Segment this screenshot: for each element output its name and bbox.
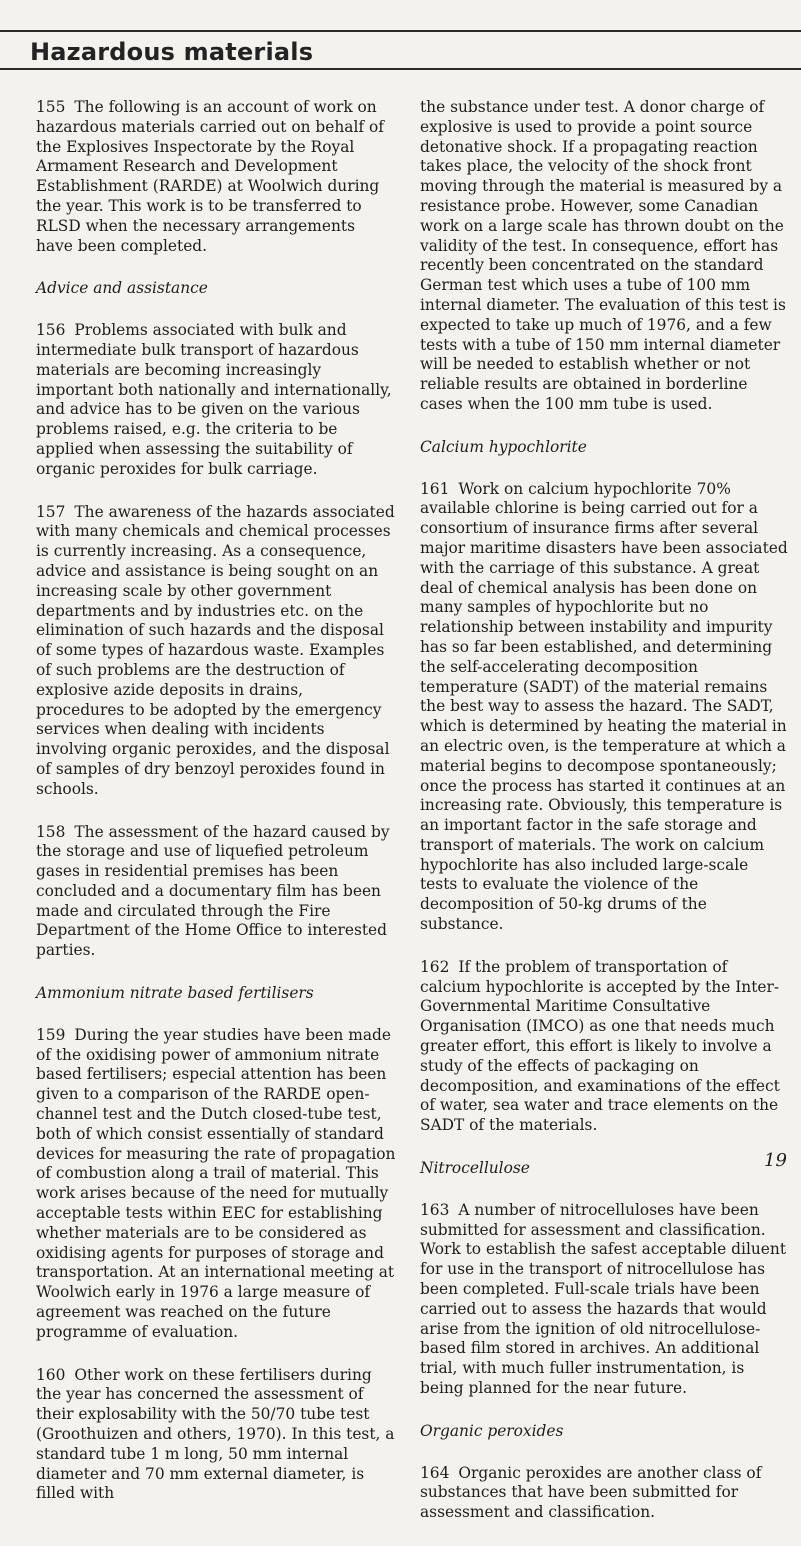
header-rule-top xyxy=(0,30,801,32)
paragraph-text: Other work on these fertilisers during the year has concerned the assessment of their explosability with the 50/70 tube test (Groothuizen and others, 1970). In this test, a standard tube 1 m long, 50 mm internal diameter and 70 mm external diameter, is filled with xyxy=(36,1365,395,1503)
subheading-advice: Advice and assistance xyxy=(36,279,208,298)
paragraph-number: 160 xyxy=(36,1365,66,1384)
paragraph-text: The assessment of the hazard caused by the storage and use of liquefied petroleum gases in residential premises has been concluded and a documentary film has been made and circulated through the Fire Department of the Home Office to interested parties. xyxy=(36,822,390,960)
paragraph-number: 159 xyxy=(36,1025,66,1044)
paragraph-number: 157 xyxy=(36,502,66,521)
paragraph-number: 156 xyxy=(36,321,66,340)
paragraph-text: Organic peroxides are another class of substances that have been submitted for assessment and classification. xyxy=(420,1463,762,1522)
paragraph-text: During the year studies have been made of the oxidising power of ammonium nitrate based fertilisers; especial attention has been given to a comparison of the RARDE open-channel test and the Dutch closed-tube test, both of which consist essentially of standard devices for measuring the rate of propagation of combustion along a trail of material. This work arises because of the need for mutually acceptable tests within EEC for establishing whether materials are to be considered as oxidising agents for purposes of storage and transportation. At an international meeting at Woolwich early in 1976 a large measure of agreement was reached on the future programme of evaluation. xyxy=(36,1025,396,1341)
paragraph-159 xyxy=(36,1026,396,1343)
paragraph-text: If the problem of transportation of calcium hypochlorite is accepted by the Inter-Governmental Maritime Consultative Organisation (IMCO) as one that needs much greater effort, this effort is likely to involve a study of the effects of packaging on decomposition, and examinations of the effect of water, sea water and trace elements on the SADT of the materials. xyxy=(420,957,780,1135)
paragraph-160 xyxy=(36,1366,396,1505)
paragraph-155 xyxy=(36,98,396,256)
paragraph-text: Problems associated with bulk and intermediate bulk transport of hazardous materials are becoming increasingly important both nationally and internationally, and advice has to be given on the various problems raised, e.g. the criteria to be applied when assessing the suitability of organic peroxides for bulk carriage. xyxy=(36,321,392,478)
paragraph-164 xyxy=(420,1464,790,1523)
paragraph-160-continued: the substance under test. A donor charge of explosive is used to provide a point source detonative shock. If a propagating reaction takes place, the velocity of the shock front moving through the material is measured by a resistance probe. However, some Canadian work on a large scale has thrown doubt on the validity of the test. In consequence, effort has recently been concentrated on the standard German test which uses a tube of 100 mm internal diameter. The evaluation of this test is expected to take up much of 1976, and a few tests with a tube of 150 mm internal diameter will be needed to establish whether or not reliable results are obtained in borderline cases when the 100 mm tube is used. xyxy=(420,98,786,413)
paragraph-text: A number of nitrocelluloses have been submitted for assessment and classification. Work to establish the safest acceptable diluent for use in the transport of nitrocellulose has been completed. Full-scale trials have been carried out to assess the hazards that would arise from the ignition of old nitrocellulose-based film stored in archives. An additional trial, with much fuller instrumentation, is being planned for the near future. xyxy=(420,1200,787,1398)
subheading-ammonium: Ammonium nitrate based fertilisers xyxy=(36,984,314,1003)
paragraph-158 xyxy=(36,823,396,962)
header-rule-bottom xyxy=(0,68,801,70)
paragraph-161 xyxy=(420,480,790,935)
paragraph-157 xyxy=(36,503,396,800)
paragraph-number: 161 xyxy=(420,479,450,498)
paragraph-text: Work on calcium hypochlorite 70% available chlorine is being carried out for a consortium of insurance firms after several major maritime disasters have been associated with the carriage of this substance. A great deal of chemical analysis has been done on many samples of hypochlorite but no relationship between instability and impurity has so far been established, and determining the self-accelerating decomposition temperature (SADT) of the material remains the best way to assess the hazard. The SADT, which is determined by heating the material in an electric oven, is the temperature at which a material begins to decompose spontaneously; once the process has started it continues at an increasing rate. Obviously, this temperature is an important factor in the safe storage and transport of materials. The work on calcium hypochlorite has also included large-scale tests to evaluate the violence of the decomposition of 50-kg drums of the substance. xyxy=(420,479,788,934)
subheading-calcium: Calcium hypochlorite xyxy=(420,437,587,456)
paragraph-number: 155 xyxy=(36,98,66,116)
paragraph-number: 163 xyxy=(420,1200,450,1219)
paragraph-163 xyxy=(420,1201,790,1399)
left-column xyxy=(36,98,396,1527)
subheading-organic: Organic peroxides xyxy=(420,1421,564,1440)
paragraph-156 xyxy=(36,321,396,479)
paragraph-number: 162 xyxy=(420,957,450,976)
paragraph-text: The awareness of the hazards associated with many chemicals and chemical processes is currently increasing. As a consequence, advice and assistance is being sought on an increasing scale by other government departments and by industries etc. on the elimination of such hazards and the disposal of some types of hazardous waste. Examples of such problems are the destruction of explosive azide deposits in drains, procedures to be adopted by the emergency services when dealing with incidents involving organic peroxides, and the disposal of samples of dry benzoyl peroxides found in schools. xyxy=(36,502,395,798)
subheading-nitrocellulose: Nitrocellulose xyxy=(420,1159,530,1178)
paragraph-text: The following is an account of work on hazardous materials carried out on behalf of the Explosives Inspectorate by the Royal Armament Research and Development Establishment (RARDE) at Woolwich during the year. This work is to be transferred to RLSD when the necessary arrangements have been completed. xyxy=(36,98,384,255)
paragraph-number: 164 xyxy=(420,1463,450,1482)
page-title: Hazardous materials xyxy=(30,38,314,66)
paragraph-number: 158 xyxy=(36,822,66,841)
page-number: 19 xyxy=(764,1150,787,1171)
right-column xyxy=(420,98,790,1546)
paragraph-162 xyxy=(420,958,790,1136)
